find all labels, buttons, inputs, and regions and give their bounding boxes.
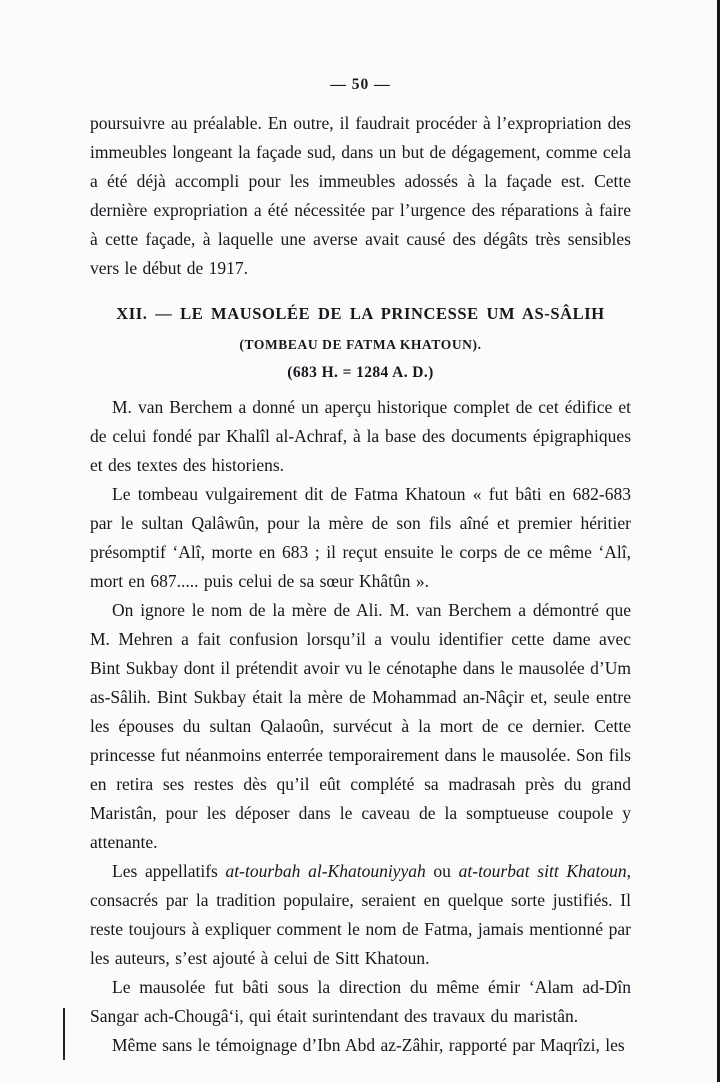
paragraph-appellatifs — [90, 857, 631, 973]
appellatifs-text-1: Les appellatifs — [112, 861, 226, 881]
scan-artifact-left-mark — [63, 1008, 65, 1060]
appellatifs-italic-1: at-tourbah al-Khatouniyyah — [225, 861, 426, 881]
appellatifs-text-3: , consacrés par la tradition populaire, seraient en quelque sorte justifiés. Il reste toujours à expliquer comment le nom de Fatma, jamais mentionné par les auteurs, s’est ajouté à celui de Sitt Khatoun. — [90, 861, 632, 968]
section-heading — [90, 304, 631, 382]
book-page — [90, 76, 631, 1060]
paragraph-bint-sukbay: On ignore le nom de la mère de Ali. M. van Berchem a démontré que M. Mehren a fait confusion lorsqu’il a voulu identifier cette dame avec Bint Sukbay dont il prétendit avoir vu le cénotaphe dans le mausolée d’Um as-Sâlih. Bint Sukbay était la mère de Mohammad an-Nâçir et, seule entre les épouses du sultan Qalaoûn, survécut à la mort de ce dernier. Cette princesse fut néanmoins enterrée temporairement dans le mausolée. Son fils en retira ses restes dès qu’il eût complété sa madrasah près du grand Maristân, pour les déposer dans le caveau de la somptueuse coupole y attenante. — [90, 600, 631, 852]
paragraph-tombeau: Le tombeau vulgairement dit de Fatma Khatoun « fut bâti en 682-683 par le sultan Qalâwûn, pour la mère de son fils aîné et premier héritier présomptif ‘Alî, morte en 683 ; il reçut ensuite le corps de ce même ‘Alî, mort en 687..... puis celui de sa sœur Khâtûn ». — [90, 484, 631, 591]
appellatifs-italic-2: at-tourbat sitt Khatoun — [458, 861, 627, 881]
section-date-line: (683 H. = 1284 A. D.) — [287, 364, 434, 381]
paragraph-van-berchem: M. van Berchem a donné un aperçu historique complet de cet édifice et de celui fondé par Khalîl al-Achraf, à la base des documents épigraphiques et des textes des historiens. — [90, 397, 631, 475]
section-subtitle: (TOMBEAU DE FATMA KHATOUN). — [239, 337, 482, 352]
paragraph-maqrizi: Même sans le témoignage d’Ibn Abd az-Zâhir, rapporté par Maqrîzi, les — [112, 1035, 625, 1055]
paragraph-emir-alam: Le mausolée fut bâti sous la direction du même émir ‘Alam ad-Dîn Sangar ach-Chougâ‘i, qui était surintendant des travaux du maristân. — [90, 977, 631, 1026]
appellatifs-text-2: ou — [425, 861, 459, 881]
page-number: — 50 — — [330, 76, 391, 93]
paragraph-expropriation: poursuivre au préalable. En outre, il faudrait procéder à l’expropriation des immeubles longeant la façade sud, dans un but de dégagement, comme cela a été déjà accompli pour les immeubles adossés à la façade est. Cette dernière expropriation a été nécessitée par l’urgence des réparations à faire à cette façade, à laquelle une averse avait causé des dégâts très sensibles vers le début de 1917. — [90, 113, 631, 278]
section-title: XII. — LE MAUSOLÉE DE LA PRINCESSE UM AS-SÂLIH — [116, 304, 605, 323]
